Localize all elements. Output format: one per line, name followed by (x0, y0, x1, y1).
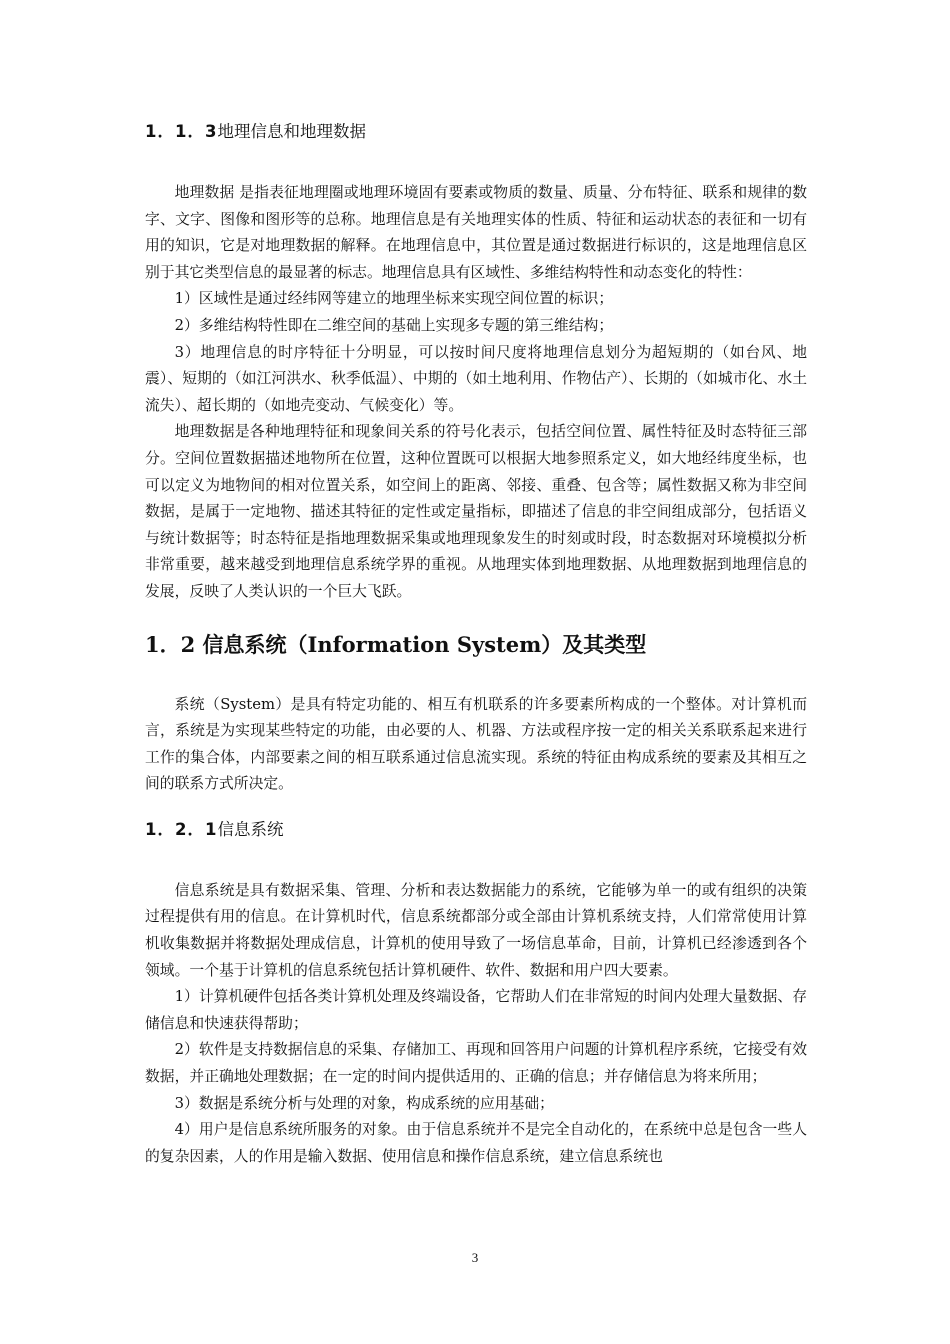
list-item: 2）软件是支持数据信息的采集、存储加工、再现和回答用户问题的计算机程序系统，它接受有效数据，并正确地处理数据；在一定的时间内提供适用的、正确的信息；并存储信息为将来所用； (145, 1041, 807, 1086)
section-number: 1．1．3 (145, 122, 218, 141)
list-item: 4）用户是信息系统所服务的对象。由于信息系统并不是完全自动化的，在系统中总是包含一些人的复杂因素，人的作用是输入数据、使用信息和操作信息系统，建立信息系统也 (145, 1121, 807, 1165)
section-number: 1．2．1 (145, 819, 218, 839)
list-item: 1）区域性是通过经纬网等建立的地理坐标来实现空间位置的标识； (174, 290, 614, 308)
paragraph: 系统（System）是具有特定功能的、相互有机联系的许多要素所构成的一个整体。对计算机而言，系统是为实现某些特定的功能，由必要的人、机器、方法或程序按一定的相关关系联系起来进行工作的集合体，内部要素之间的相互联系通过信息流实现。系统的特征由构成系统的要素及其相互之间的联系方式所决定。 (145, 695, 807, 793)
section-title: 信息系统 (217, 819, 284, 839)
paragraph: 地理数据是各种地理特征和现象间关系的符号化表示，包括空间位置、属性特征及时态特征三部分。空间位置数据描述地物所在位置，这种位置既可以根据大地参照系定义，如大地经纬度坐标，也可以定义为地物间的相对位置关系，如空间上的距离、邻接、重叠、包含等；属性数据又称为非空间数据，是属于一定地物、描述其特征的定性或定量指标，即描述了信息的非空间组成部分，包括语义与统计数据等；时态特征是指地理数据采集或地理现象发生的时刻或时段，时态数据对环境模拟分析非常重要，越来越受到地理信息系统学界的重视。从地理实体到地理数据、从地理数据到地理信息的发展，反映了人类认识的一个巨大飞跃。 (145, 423, 807, 600)
section-1-2-1-heading (145, 816, 807, 844)
page-number: 3 (471, 1250, 479, 1265)
page-content (145, 118, 807, 1170)
list-item: 2）多维结构特性即在二维空间的基础上实现多专题的第三维结构； (174, 316, 614, 334)
paragraph: 信息系统是具有数据采集、管理、分析和表达数据能力的系统，它能够为单一的或有组织的决策过程提供有用的信息。在计算机时代，信息系统都部分或全部由计算机系统支持，人们常常使用计算机收集数据并将数据处理成信息，计算机的使用导致了一场信息革命，目前，计算机已经渗透到各个领域。一个基于计算机的信息系统包括计算机硬件、软件、数据和用户四大要素。 (145, 881, 807, 979)
section-1-1-3-heading (145, 118, 807, 146)
list-item: 3）地理信息的时序特征十分明显，可以按时间尺度将地理信息划分为超短期的（如台风、地震）、短期的（如江河洪水、秋季低温）、中期的（如土地利用、作物估产）、长期的（如城市化、水土流失）、超长期的（如地壳变动、气候变化）等。 (145, 343, 807, 414)
section-1-2-heading: 1．2 信息系统（Information System）及其类型 (145, 631, 647, 657)
section-title: 地理信息和地理数据 (217, 122, 366, 141)
list-item: 1）计算机硬件包括各类计算机处理及终端设备，它帮助人们在非常短的时间内处理大量数据、存储信息和快速获得帮助； (145, 988, 807, 1032)
paragraph: 地理数据 是指表征地理圈或地理环境固有要素或物质的数量、质量、分布特征、联系和规律的数字、文字、图像和图形等的总称。地理信息是有关地理实体的性质、特征和运动状态的表征和一切有用的知识，它是对地理数据的解释。在地理信息中，其位置是通过数据进行标识的，这是地理信息区别于其它类型信息的最显著的标志。地理信息具有区域性、多维结构特性和动态变化的特性： (145, 184, 807, 281)
list-item: 3）数据是系统分析与处理的对象，构成系统的应用基础； (174, 1094, 554, 1112)
